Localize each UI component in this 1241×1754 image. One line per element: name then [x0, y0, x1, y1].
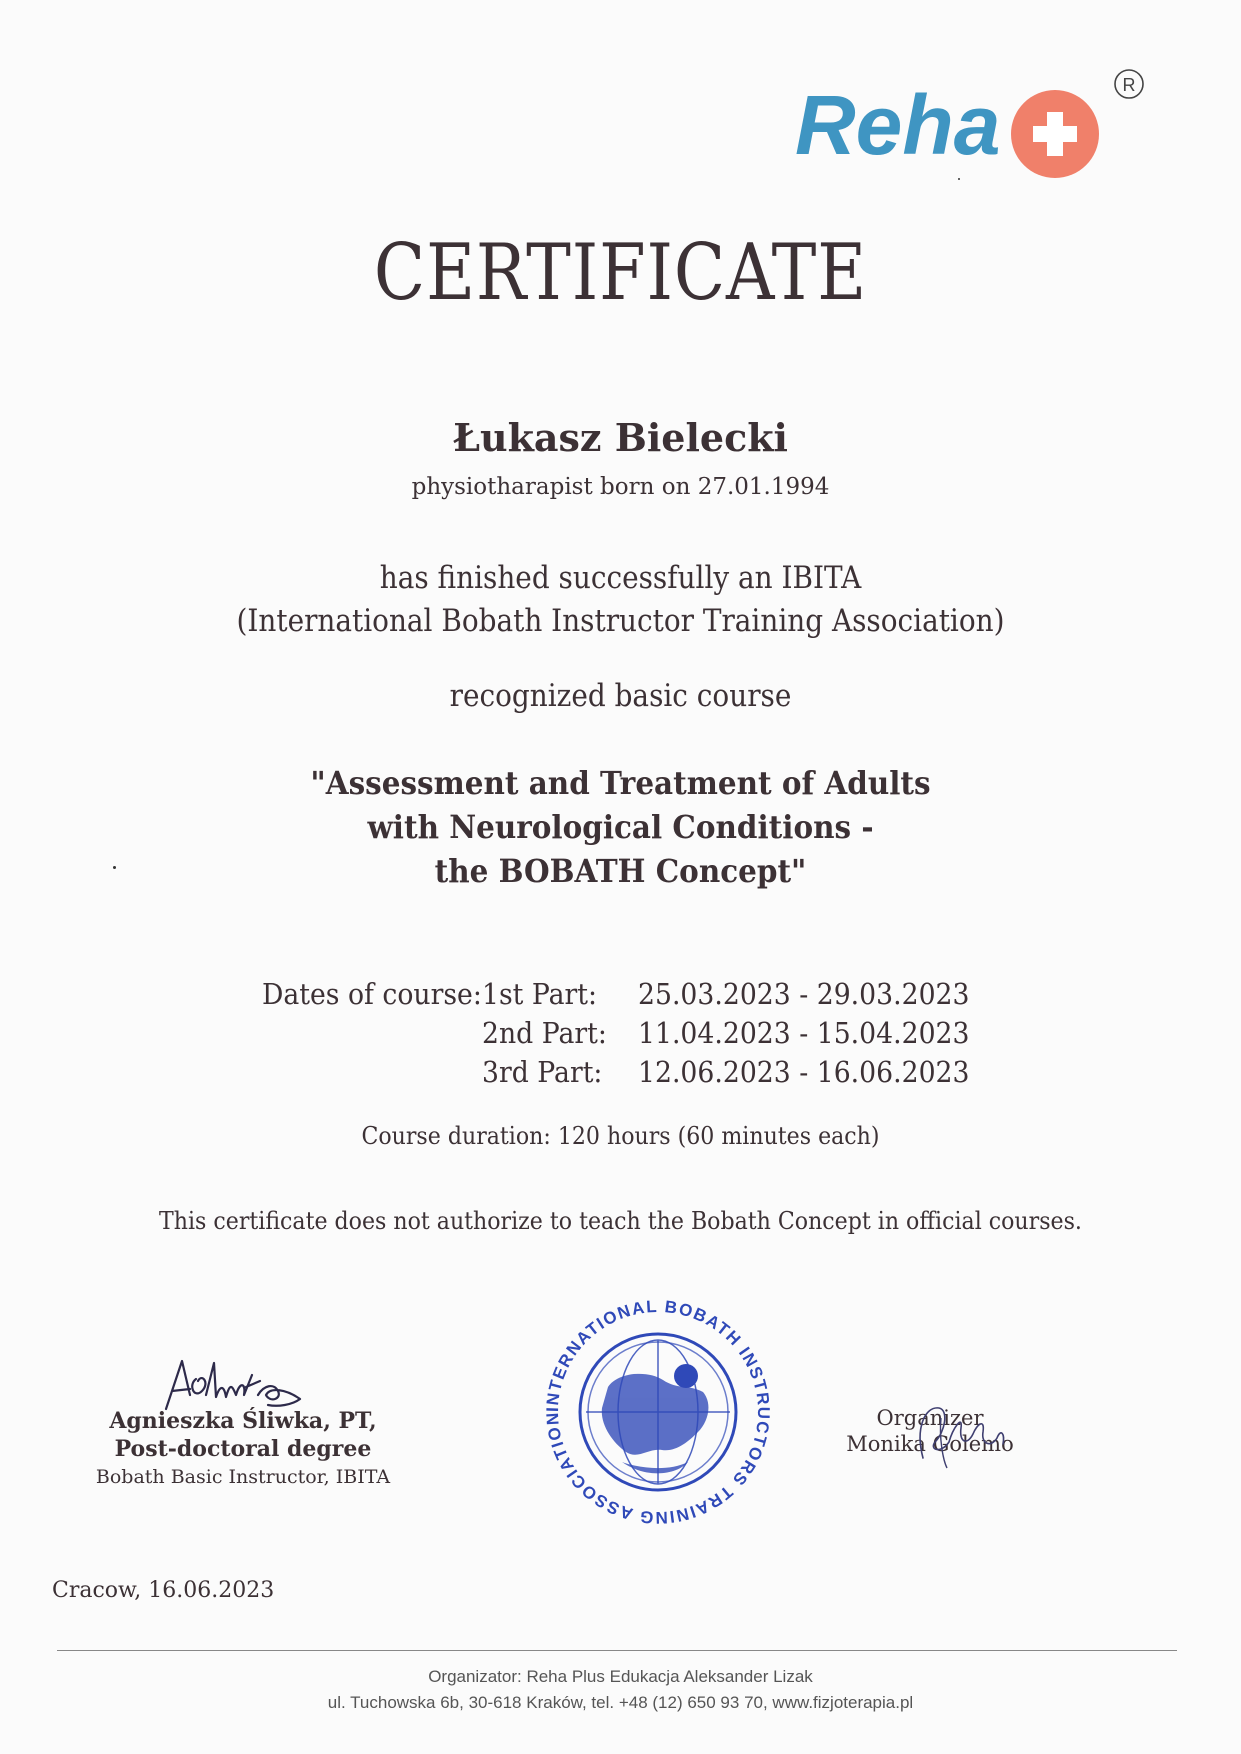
- seal-text: INTERNATIONAL BOBATH INSTRUCTORS TRAINING ASSOCIATION: [542, 1296, 774, 1528]
- part-1-dates: 25.03.2023 - 29.03.2023: [638, 977, 970, 1011]
- association-name: (International Bobath Instructor Training Association): [236, 603, 1005, 639]
- scan-speck: [958, 178, 960, 180]
- course-duration: Course duration: 120 hours (60 minutes each): [361, 1122, 880, 1150]
- footer-organizer: Organizator: Reha Plus Edukacja Aleksander Lizak: [428, 1667, 813, 1686]
- logo-plus-vertical: [1047, 112, 1063, 156]
- footer-contact: ul. Tuchowska 6b, 30-618 Kraków, tel. +48 (12) 650 93 70, www.fizjoterapia.pl: [327, 1693, 914, 1712]
- footer-divider: [57, 1650, 1177, 1651]
- organizer-signature: [905, 1398, 1015, 1470]
- recipient-name: Łukasz Bielecki: [452, 415, 788, 460]
- ibita-seal-stamp: [538, 1292, 778, 1532]
- certificate-title: CERTIFICATE: [373, 228, 868, 318]
- part-3-dates: 12.06.2023 - 16.06.2023: [638, 1055, 970, 1089]
- recognized-course-line: recognized basic course: [449, 678, 792, 714]
- left-signatory-name: Agnieszka Śliwka, PT,: [109, 1408, 377, 1434]
- scan-speck: [113, 866, 116, 869]
- course-title-line-3: the BOBATH Concept": [434, 852, 807, 890]
- registered-mark-letter: R: [1122, 75, 1136, 95]
- left-signatory-role: Bobath Basic Instructor, IBITA: [95, 1466, 391, 1488]
- place-and-date: Cracow, 16.06.2023: [52, 1578, 275, 1603]
- part-3-label: 3rd Part:: [482, 1055, 603, 1089]
- dates-label: Dates of course:: [262, 977, 482, 1011]
- course-title-line-1: "Assessment and Treatment of Adults: [310, 764, 931, 802]
- part-2-label: 2nd Part:: [482, 1016, 607, 1050]
- recipient-description: physiotharapist born on 27.01.1994: [411, 474, 830, 500]
- organizer-title: Organizer: [876, 1406, 984, 1430]
- sun-icon: [674, 1364, 698, 1388]
- organizer-name: Monika Golemo: [846, 1432, 1014, 1456]
- left-signatory-degree: Post-doctoral degree: [114, 1436, 372, 1462]
- certificate-disclaimer: This certificate does not authorize to teach the Bobath Concept in official courses.: [159, 1207, 1082, 1235]
- part-1-label: 1st Part:: [482, 977, 597, 1011]
- course-title-line-2: with Neurological Conditions -: [367, 808, 874, 846]
- reha-plus-logo: [790, 62, 1160, 192]
- logo-wordmark: Reha: [795, 78, 1001, 172]
- completion-statement: has finished successfully an IBITA: [379, 560, 862, 596]
- part-2-dates: 11.04.2023 - 15.04.2023: [638, 1016, 970, 1050]
